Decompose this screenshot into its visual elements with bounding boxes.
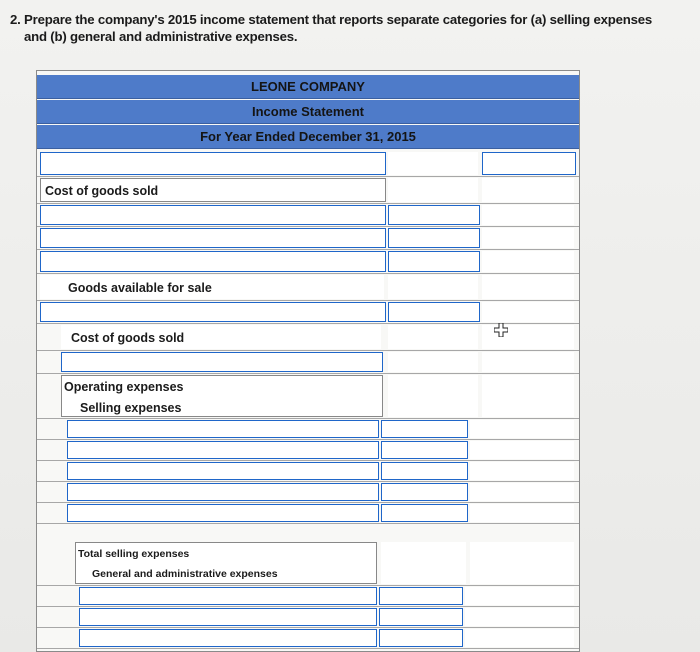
amount-cell[interactable] [470, 462, 574, 480]
question-text [10, 11, 680, 45]
line-item-input[interactable] [67, 420, 379, 438]
table-row [37, 628, 579, 649]
amount-cell[interactable] [482, 375, 574, 417]
amount-cell[interactable] [465, 587, 574, 605]
amount-input[interactable] [388, 302, 480, 322]
amount-cell[interactable] [470, 504, 574, 522]
amount-cell[interactable] [388, 275, 478, 299]
company-name: LEONE COMPANY [37, 75, 579, 99]
cogs-top-label: Cost of goods sold [45, 184, 159, 198]
cogs-label: Cost of goods sold [71, 331, 185, 345]
line-item-input[interactable] [67, 441, 379, 459]
line-item-input[interactable] [79, 629, 377, 647]
table-row [37, 503, 579, 524]
amount-cell[interactable] [482, 205, 574, 225]
table-row [37, 227, 579, 250]
line-item-input[interactable] [79, 608, 377, 626]
line-item-input[interactable] [67, 462, 379, 480]
amount-cell[interactable] [482, 228, 574, 248]
amount-input[interactable] [388, 251, 480, 272]
total-selling-expenses-label: Total selling expenses [78, 548, 190, 560]
line-item-input[interactable] [67, 504, 379, 522]
table-row [37, 482, 579, 503]
amount-cell[interactable] [465, 629, 574, 647]
amount-cell[interactable] [482, 302, 574, 322]
line-item-input[interactable] [40, 152, 386, 175]
line-item-input[interactable] [67, 483, 379, 501]
line-item-cell [75, 542, 377, 584]
table-row [37, 250, 579, 274]
table-row [37, 204, 579, 227]
table-row [37, 607, 579, 628]
line-item-cell [40, 275, 384, 299]
amount-cell[interactable] [482, 251, 574, 272]
table-row [37, 351, 579, 374]
amount-input[interactable] [379, 608, 463, 626]
amount-cell[interactable] [470, 441, 574, 459]
amount-cell[interactable] [388, 375, 478, 417]
table-row [37, 374, 579, 419]
amount-input[interactable] [381, 462, 468, 480]
amount-cell[interactable] [388, 178, 478, 202]
line-item-input[interactable] [40, 205, 386, 225]
amount-input[interactable] [381, 504, 468, 522]
table-row [37, 440, 579, 461]
line-item-input[interactable] [79, 587, 377, 605]
goods-available-label: Goods available for sale [68, 281, 212, 295]
line-item-input[interactable] [40, 302, 386, 322]
table-row [37, 541, 579, 586]
table-row [37, 274, 579, 301]
amount-cell[interactable] [482, 352, 574, 372]
amount-input[interactable] [381, 483, 468, 501]
selling-expenses-label: Selling expenses [80, 401, 182, 415]
amount-cell[interactable] [482, 178, 574, 202]
amount-cell[interactable] [381, 542, 466, 584]
amount-cell[interactable] [470, 542, 574, 584]
amount-input[interactable] [381, 441, 468, 459]
question-line-1: 2. Prepare the company's 2015 income statement that reports separate categories for (a) selling expenses [10, 12, 652, 27]
table-row [37, 586, 579, 607]
line-item-input[interactable] [40, 228, 386, 248]
amount-input[interactable] [381, 420, 468, 438]
line-item-cell [40, 178, 386, 202]
line-item-cell [61, 325, 381, 349]
income-statement-worksheet [36, 70, 580, 652]
amount-cell[interactable] [482, 275, 574, 299]
amount-cell[interactable] [465, 608, 574, 626]
amount-input[interactable] [482, 152, 576, 175]
amount-cell[interactable] [470, 420, 574, 438]
table-row [37, 419, 579, 440]
amount-input[interactable] [379, 629, 463, 647]
table-row [37, 301, 579, 324]
amount-input[interactable] [388, 228, 480, 248]
amount-input[interactable] [388, 205, 480, 225]
amount-cell[interactable] [470, 483, 574, 501]
plus-cursor-icon [494, 323, 508, 337]
question-line-2: and (b) general and administrative expenses. [24, 29, 298, 44]
operating-expenses-label: Operating expenses [64, 380, 184, 394]
table-row [37, 461, 579, 482]
statement-title: Income Statement [37, 100, 579, 124]
table-row [37, 177, 579, 204]
line-item-input[interactable] [61, 352, 383, 372]
amount-cell[interactable] [388, 352, 478, 372]
line-item-input[interactable] [40, 251, 386, 272]
general-admin-expenses-label: General and administrative expenses [92, 568, 278, 580]
amount-cell[interactable] [388, 325, 478, 349]
table-row [37, 151, 579, 177]
line-item-cell [61, 375, 383, 417]
amount-cell[interactable] [388, 152, 478, 175]
amount-input[interactable] [379, 587, 463, 605]
statement-period: For Year Ended December 31, 2015 [37, 125, 579, 149]
